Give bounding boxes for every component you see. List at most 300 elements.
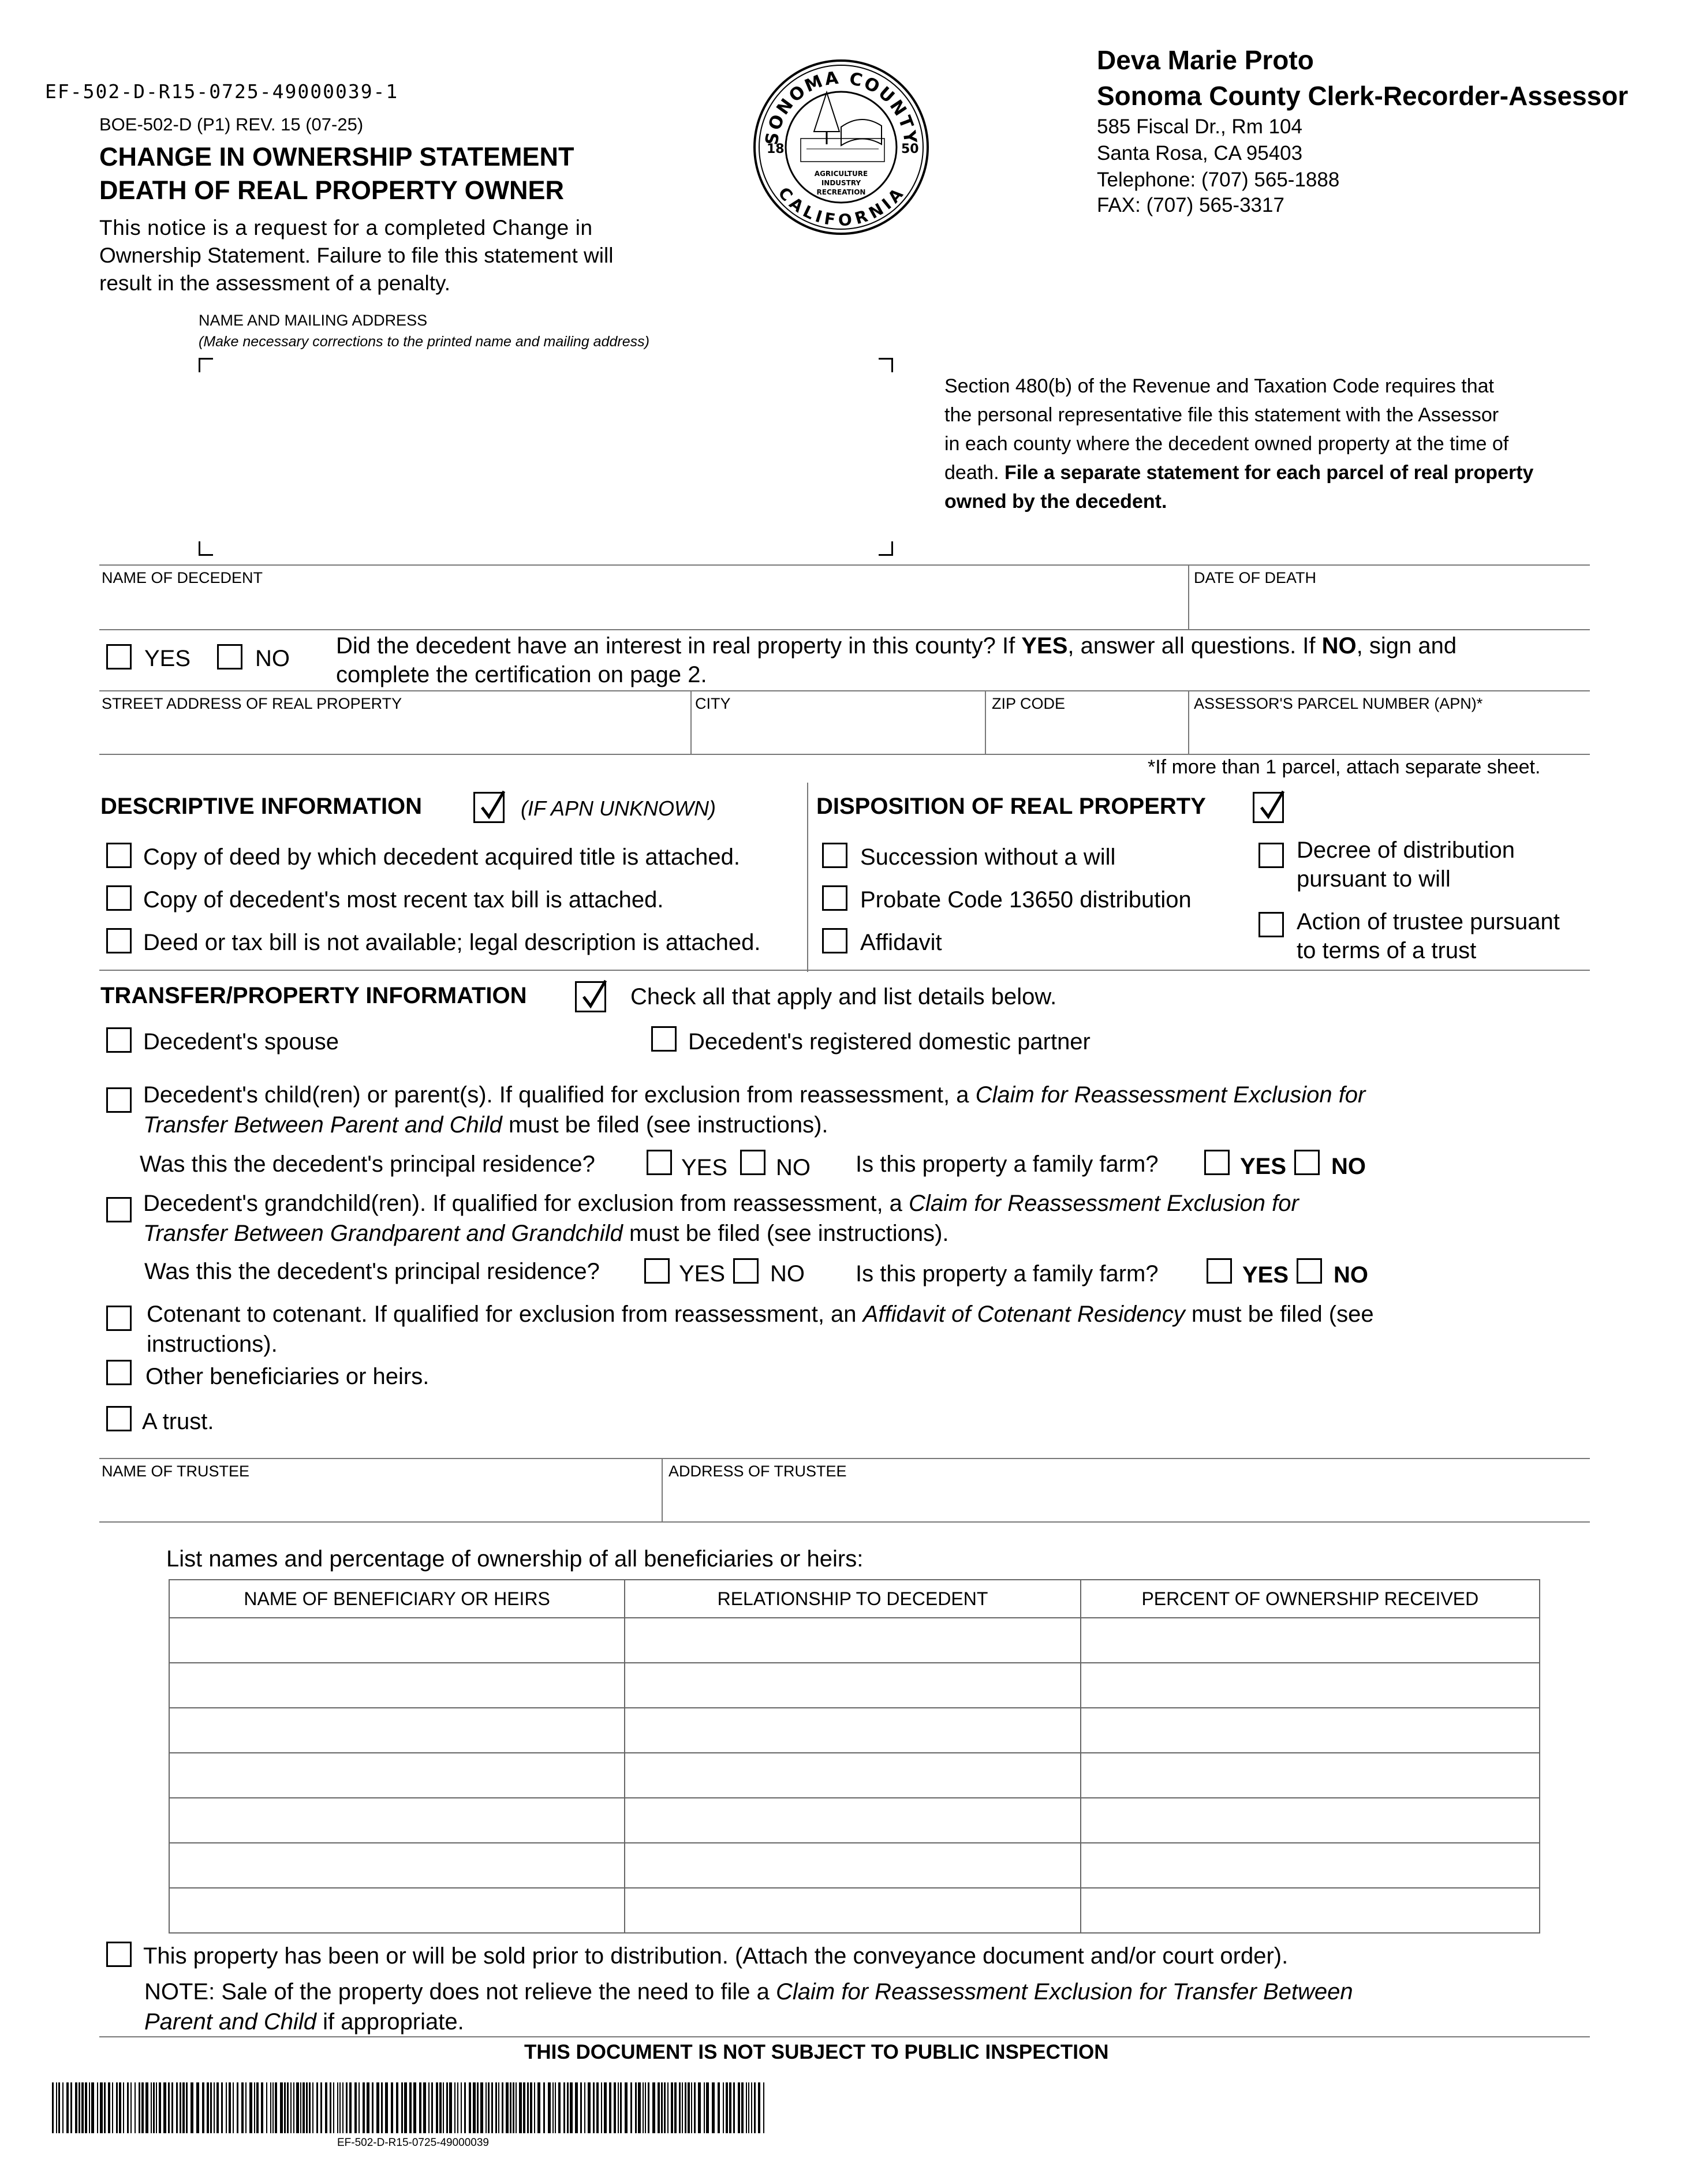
barcode-bar: [330, 2082, 331, 2133]
city-field[interactable]: [693, 713, 981, 750]
interest-question-line2: complete the certification on page 2.: [336, 662, 707, 687]
form-number: BOE-502-D (P1) REV. 15 (07-25): [99, 114, 364, 134]
other-beneficiaries-label: Other beneficiaries or heirs.: [145, 1364, 430, 1389]
barcode-bar: [625, 2082, 628, 2133]
form-title-line1: CHANGE IN OWNERSHIP STATEMENT: [99, 142, 574, 171]
svg-text:RECREATION: RECREATION: [816, 188, 866, 196]
divider: [99, 2036, 1590, 2037]
county-seal: [752, 58, 931, 237]
svg-text:18: 18: [767, 142, 785, 156]
barcode-bar: [652, 2082, 655, 2133]
section480-line3: in each county where the decedent owned property at the time of: [944, 433, 1509, 455]
beneficiary-name-cell[interactable]: [169, 1798, 625, 1843]
barcode-bar: [156, 2082, 157, 2133]
barcode-bar: [79, 2082, 80, 2133]
date-of-death-field[interactable]: [1190, 586, 1589, 627]
barcode-bar: [691, 2082, 692, 2133]
barcode-bar: [104, 2082, 106, 2133]
succession-label: Succession without a will: [860, 844, 1116, 870]
barcode-bar: [306, 2082, 308, 2133]
barcode-bar: [477, 2082, 479, 2133]
grandchild-residence-no-checkbox[interactable]: [733, 1258, 759, 1284]
barcode-bar: [191, 2082, 193, 2133]
decree-distribution-label-line2: pursuant to will: [1297, 866, 1451, 892]
barcode-bar: [473, 2082, 476, 2133]
barcode-bar: [112, 2082, 113, 2133]
barcode-bar: [216, 2082, 219, 2133]
barcode-bar: [108, 2082, 110, 2133]
beneficiary-name-cell[interactable]: [169, 1843, 625, 1888]
grandchild-checkbox[interactable]: [106, 1197, 132, 1222]
svg-text:50: 50: [901, 142, 919, 156]
grandchild-residence-yes-checkbox[interactable]: [644, 1258, 670, 1284]
grandchild-farm-yes-checkbox[interactable]: [1207, 1258, 1232, 1284]
barcode-bar: [139, 2082, 140, 2133]
barcode-bar: [266, 2082, 267, 2133]
divider: [99, 754, 1590, 755]
barcode-bar: [254, 2082, 255, 2133]
barcode-bar: [145, 2082, 148, 2133]
barcode-bar: [738, 2082, 740, 2133]
assessor-fax: FAX: (707) 565-3317: [1097, 194, 1284, 216]
barcode-bar: [100, 2082, 103, 2133]
interest-no-checkbox[interactable]: [217, 644, 242, 670]
barcode-bar: [423, 2082, 426, 2133]
column-header-name: NAME OF BENEFICIARY OR HEIRS: [169, 1580, 625, 1618]
barcode-bar: [620, 2082, 622, 2133]
barcode-bar: [333, 2082, 334, 2133]
barcode-bar: [523, 2082, 525, 2133]
barcode-bar: [446, 2082, 448, 2133]
sale-note-line1: NOTE: Sale of the property does not relieve the need to file a Claim for Reassessment Exclusion for Transfer Between: [144, 1979, 1353, 2005]
grandchild-residence-question: Was this the decedent's principal residence?: [144, 1259, 600, 1284]
street-address-field[interactable]: [99, 713, 688, 750]
barcode-bar: [159, 2082, 161, 2133]
barcode-bar: [309, 2082, 311, 2133]
divider: [662, 1459, 663, 1521]
barcode-bar: [746, 2082, 747, 2133]
percent-cell[interactable]: [1081, 1798, 1540, 1843]
barcode-bar: [513, 2082, 514, 2133]
beneficiary-name-cell[interactable]: [169, 1663, 625, 1708]
relationship-cell[interactable]: [625, 1618, 1080, 1663]
barcode-bar: [300, 2082, 301, 2133]
barcode-bar: [409, 2082, 412, 2133]
child-farm-no-checkbox[interactable]: [1294, 1150, 1320, 1175]
barcode-bar: [555, 2082, 556, 2133]
barcode-bar: [638, 2082, 641, 2133]
divider: [1188, 691, 1189, 754]
barcode-bar: [339, 2082, 341, 2133]
barcode-bar: [498, 2082, 499, 2133]
barcode-bar: [210, 2082, 212, 2133]
divider: [99, 564, 1590, 566]
document-id: EF-502-D-R15-0725-49000039-1: [45, 80, 399, 103]
column-header-percent: PERCENT OF OWNERSHIP RECEIVED: [1081, 1580, 1540, 1618]
barcode-bar: [457, 2082, 458, 2133]
barcode-bar: [431, 2082, 433, 2133]
barcode-bar: [272, 2082, 274, 2133]
barcode-bar: [163, 2082, 166, 2133]
barcode-bar: [396, 2082, 398, 2133]
barcode-bar: [601, 2082, 602, 2133]
crop-mark-top-left: [199, 358, 213, 372]
relationship-cell[interactable]: [625, 1663, 1080, 1708]
barcode-bar: [245, 2082, 247, 2133]
barcode-bar: [153, 2082, 155, 2133]
barcode-bar: [207, 2082, 209, 2133]
percent-cell[interactable]: [1081, 1843, 1540, 1888]
barcode: [52, 2082, 768, 2133]
barcode-bar: [645, 2082, 646, 2133]
crop-mark-top-right: [879, 358, 893, 372]
domestic-partner-label: Decedent's registered domestic partner: [688, 1029, 1091, 1054]
barcode-bar: [754, 2082, 756, 2133]
relationship-cell[interactable]: [625, 1843, 1080, 1888]
apn-label: ASSESSOR'S PARCEL NUMBER (APN)*: [1194, 695, 1483, 712]
child-residence-no-label: NO: [776, 1155, 811, 1180]
barcode-bar: [123, 2082, 124, 2133]
barcode-bar: [70, 2082, 72, 2133]
mailing-address-label: NAME AND MAILING ADDRESS: [199, 312, 428, 329]
descriptive-title: DESCRIPTIVE INFORMATION: [100, 794, 423, 819]
percent-cell[interactable]: [1081, 1663, 1540, 1708]
barcode-bar: [75, 2082, 77, 2133]
interest-no-label: NO: [255, 646, 290, 671]
interest-question-line1: Did the decedent have an interest in real property in this county? If YES, answer all questions. If NO, sign and: [336, 633, 1457, 659]
barcode-bar: [316, 2082, 318, 2133]
probate-code-checkbox[interactable]: [822, 885, 847, 911]
child-farm-yes-label: YES: [1240, 1154, 1287, 1179]
barcode-bar: [320, 2082, 322, 2133]
barcode-bar: [635, 2082, 637, 2133]
barcode-bar: [729, 2082, 731, 2133]
table-row: [169, 1798, 1540, 1843]
barcode-bar: [97, 2082, 98, 2133]
apn-field[interactable]: [1190, 713, 1589, 750]
deed-copy-label: Copy of deed by which decedent acquired title is attached.: [143, 844, 740, 870]
barcode-bar: [261, 2082, 263, 2133]
zip-code-field[interactable]: [987, 713, 1186, 750]
zip-code-label: ZIP CODE: [992, 695, 1066, 712]
beneficiary-name-cell[interactable]: [169, 1708, 625, 1753]
barcode-bar: [135, 2082, 136, 2133]
barcode-bar: [249, 2082, 252, 2133]
barcode-bar: [270, 2082, 271, 2133]
barcode-bar: [648, 2082, 649, 2133]
barcode-bar: [486, 2082, 487, 2133]
barcode-bar: [510, 2082, 511, 2133]
assessor-name: Deva Marie Proto: [1097, 45, 1314, 75]
trustee-action-label-line2: to terms of a trust: [1297, 938, 1477, 963]
barcode-bar: [618, 2082, 619, 2133]
svg-text:AGRICULTURE: AGRICULTURE: [814, 170, 868, 178]
tax-bill-label: Copy of decedent's most recent tax bill is attached.: [143, 887, 664, 913]
barcode-bar: [221, 2082, 223, 2133]
barcode-bar: [62, 2082, 64, 2133]
grandchild-text-line1: Decedent's grandchild(ren). If qualified for exclusion from reassessment, a Claim for Reassessment Exclusion for: [143, 1191, 1299, 1216]
barcode-bar: [570, 2082, 573, 2133]
barcode-bar: [630, 2082, 632, 2133]
descriptive-note: (IF APN UNKNOWN): [521, 796, 716, 820]
sold-prior-label: This property has been or will be sold prior to distribution. (Attach the conveyance document and/or court order).: [143, 1943, 1289, 1969]
barcode-bar: [363, 2082, 365, 2133]
interest-yes-checkbox[interactable]: [106, 644, 132, 670]
percent-cell[interactable]: [1081, 1618, 1540, 1663]
barcode-bar: [89, 2082, 90, 2133]
barcode-bar: [141, 2082, 144, 2133]
percent-cell[interactable]: [1081, 1753, 1540, 1798]
affidavit-checkbox[interactable]: [822, 928, 847, 953]
barcode-bar: [119, 2082, 121, 2133]
relationship-cell[interactable]: [625, 1753, 1080, 1798]
beneficiary-name-cell[interactable]: [169, 1888, 625, 1933]
trustee-action-checkbox[interactable]: [1258, 912, 1284, 937]
svg-text:INDUSTRY: INDUSTRY: [821, 179, 861, 187]
child-residence-question: Was this the decedent's principal residence?: [140, 1151, 595, 1177]
barcode-bar: [688, 2082, 690, 2133]
divider: [807, 783, 808, 972]
barcode-bar: [685, 2082, 686, 2133]
barcode-bar: [202, 2082, 204, 2133]
child-residence-no-checkbox[interactable]: [740, 1150, 765, 1175]
barcode-bar: [280, 2082, 283, 2133]
percent-cell[interactable]: [1081, 1888, 1540, 1933]
barcode-bar: [325, 2082, 327, 2133]
barcode-bar: [419, 2082, 421, 2133]
beneficiary-name-cell[interactable]: [169, 1753, 625, 1798]
barcode-bar: [671, 2082, 673, 2133]
barcode-bar: [233, 2082, 234, 2133]
form-title-line2: DEATH OF REAL PROPERTY OWNER: [99, 175, 565, 205]
barcode-bar: [180, 2082, 181, 2133]
assessor-phone: Telephone: (707) 565-1888: [1097, 169, 1340, 191]
barcode-bar: [91, 2082, 94, 2133]
child-residence-yes-checkbox[interactable]: [647, 1150, 672, 1175]
cotenant-text-line1: Cotenant to cotenant. If qualified for exclusion from reassessment, an Affidavit of Cotenant Residency must be filed (see: [147, 1302, 1374, 1327]
barcode-bar: [530, 2082, 532, 2133]
barcode-bar: [428, 2082, 430, 2133]
barcode-bar: [303, 2082, 305, 2133]
barcode-bar: [85, 2082, 87, 2133]
barcode-bar: [290, 2082, 292, 2133]
barcode-bar: [741, 2082, 744, 2133]
probate-code-label: Probate Code 13650 distribution: [860, 887, 1192, 913]
barcode-bar: [588, 2082, 591, 2133]
sale-note-line2: Parent and Child if appropriate.: [144, 2009, 464, 2035]
relationship-cell[interactable]: [625, 1888, 1080, 1933]
barcode-bar: [580, 2082, 582, 2133]
barcode-bar: [354, 2082, 357, 2133]
barcode-bar: [186, 2082, 188, 2133]
barcode-bar: [229, 2082, 231, 2133]
barcode-bar: [643, 2082, 644, 2133]
barcode-bar: [552, 2082, 554, 2133]
beneficiaries-intro: List names and percentage of ownership of all beneficiaries or heirs:: [166, 1546, 864, 1572]
barcode-bar: [667, 2082, 669, 2133]
relationship-cell[interactable]: [625, 1798, 1080, 1843]
trustee-name-field[interactable]: [99, 1481, 658, 1518]
barcode-bar: [130, 2082, 132, 2133]
barcode-bar: [614, 2082, 616, 2133]
barcode-bar: [704, 2082, 705, 2133]
spouse-checkbox[interactable]: [106, 1027, 132, 1053]
barcode-bar: [534, 2082, 535, 2133]
barcode-bar: [404, 2082, 407, 2133]
barcode-bar: [367, 2082, 369, 2133]
sold-prior-checkbox[interactable]: [106, 1942, 132, 1967]
barcode-bar: [584, 2082, 585, 2133]
transfer-title: TRANSFER/PROPERTY INFORMATION: [100, 983, 527, 1008]
table-row: [169, 1843, 1540, 1888]
svg-text:CALIFORNIA: CALIFORNIA: [774, 183, 908, 230]
table-row: [169, 1708, 1540, 1753]
other-beneficiaries-checkbox[interactable]: [106, 1360, 132, 1385]
barcode-bar: [718, 2082, 720, 2133]
transfer-instruction: Check all that apply and list details below.: [630, 984, 1057, 1009]
succession-checkbox[interactable]: [822, 843, 847, 868]
divider: [99, 629, 1590, 630]
table-row: [169, 1663, 1540, 1708]
legal-description-label: Deed or tax bill is not available; legal description is attached.: [143, 930, 761, 955]
child-farm-yes-checkbox[interactable]: [1204, 1150, 1230, 1175]
crop-mark-bottom-right: [879, 541, 893, 556]
decedent-name-field[interactable]: [99, 586, 1185, 627]
barcode-bar: [385, 2082, 388, 2133]
column-header-relationship: RELATIONSHIP TO DECEDENT: [625, 1580, 1080, 1618]
barcode-bar: [464, 2082, 466, 2133]
barcode-bar: [349, 2082, 352, 2133]
trustee-address-field[interactable]: [664, 1481, 1589, 1518]
section480-line2: the personal representative file this statement with the Assessor: [944, 404, 1499, 426]
barcode-bar: [763, 2082, 764, 2133]
barcode-bar: [168, 2082, 170, 2133]
penalty-notice-line3: result in the assessment of a penalty.: [99, 271, 451, 295]
barcode-bar: [679, 2082, 681, 2133]
barcode-bar: [346, 2082, 348, 2133]
cotenant-checkbox[interactable]: [106, 1306, 132, 1331]
grandchild-residence-yes-label: YES: [679, 1261, 726, 1287]
barcode-bar: [376, 2082, 379, 2133]
barcode-bar: [241, 2082, 244, 2133]
barcode-bar: [293, 2082, 294, 2133]
barcode-bar: [596, 2082, 599, 2133]
barcode-bar: [443, 2082, 444, 2133]
barcode-bar: [454, 2082, 455, 2133]
descriptive-checkmark-icon: [473, 792, 505, 823]
child-farm-question: Is this property a family farm?: [856, 1151, 1159, 1177]
barcode-bar: [81, 2082, 84, 2133]
barcode-bar: [548, 2082, 551, 2133]
barcode-bar: [358, 2082, 360, 2133]
assessor-address1: 585 Fiscal Dr., Rm 104: [1097, 115, 1302, 138]
grandchild-residence-no-label: NO: [770, 1261, 805, 1287]
apn-note: *If more than 1 parcel, attach separate sheet.: [1148, 756, 1541, 778]
barcode-bar: [182, 2082, 185, 2133]
barcode-text: EF-502-D-R15-0725-49000039: [337, 2137, 489, 2149]
barcode-bar: [56, 2082, 57, 2133]
barcode-bar: [733, 2082, 735, 2133]
barcode-bar: [537, 2082, 540, 2133]
barcode-bar: [674, 2082, 677, 2133]
grandchild-farm-question: Is this property a family farm?: [856, 1261, 1159, 1287]
barcode-bar: [658, 2082, 660, 2133]
decree-distribution-checkbox[interactable]: [1258, 843, 1284, 868]
tax-bill-checkbox[interactable]: [106, 885, 132, 911]
penalty-notice-line2: Ownership Statement. Failure to file this statement will: [99, 244, 614, 267]
barcode-bar: [52, 2082, 54, 2133]
child-parent-text-line1: Decedent's child(ren) or parent(s). If qualified for exclusion from reassessment, a Claim for Reassessment Exclusion for: [143, 1082, 1366, 1108]
trust-checkbox[interactable]: [106, 1406, 132, 1431]
grandchild-farm-no-checkbox[interactable]: [1297, 1258, 1322, 1284]
section480-line4: death. File a separate statement for each parcel of real property: [944, 462, 1534, 484]
date-of-death-label: DATE OF DEATH: [1194, 569, 1317, 586]
barcode-bar: [312, 2082, 313, 2133]
barcode-bar: [502, 2082, 503, 2133]
barcode-bar: [726, 2082, 728, 2133]
percent-cell[interactable]: [1081, 1708, 1540, 1753]
beneficiary-name-cell[interactable]: [169, 1618, 625, 1663]
barcode-bar: [758, 2082, 760, 2133]
barcode-bar: [461, 2082, 462, 2133]
trustee-address-label: ADDRESS OF TRUSTEE: [669, 1463, 847, 1480]
decree-distribution-label-line1: Decree of distribution: [1297, 837, 1515, 863]
interest-yes-label: YES: [144, 646, 191, 671]
barcode-bar: [237, 2082, 238, 2133]
barcode-bar: [593, 2082, 595, 2133]
trustee-name-label: NAME OF TRUSTEE: [102, 1463, 250, 1480]
barcode-bar: [342, 2082, 343, 2133]
barcode-bar: [381, 2082, 383, 2133]
relationship-cell[interactable]: [625, 1708, 1080, 1753]
domestic-partner-checkbox[interactable]: [651, 1026, 677, 1052]
penalty-notice-line1: This notice is a request for a completed Change in: [99, 216, 593, 240]
table-row: [169, 1753, 1540, 1798]
trustee-action-label-line1: Action of trustee pursuant: [1297, 909, 1560, 934]
barcode-bar: [527, 2082, 529, 2133]
barcode-bar: [751, 2082, 752, 2133]
barcode-bar: [176, 2082, 178, 2133]
barcode-bar: [337, 2082, 338, 2133]
barcode-bar: [491, 2082, 493, 2133]
barcode-bar: [287, 2082, 289, 2133]
disposition-checkmark-icon: [1253, 792, 1284, 823]
barcode-bar: [127, 2082, 129, 2133]
section480-line5: owned by the decedent.: [944, 491, 1167, 513]
barcode-bar: [196, 2082, 199, 2133]
assessor-address2: Santa Rosa, CA 95403: [1097, 142, 1303, 164]
child-parent-checkbox[interactable]: [106, 1087, 132, 1113]
legal-description-checkbox[interactable]: [106, 928, 132, 953]
grandchild-farm-no-label: NO: [1334, 1262, 1368, 1288]
table-header-row: [169, 1580, 1540, 1618]
barcode-bar: [401, 2082, 403, 2133]
cotenant-text-line2: instructions).: [147, 1332, 278, 1357]
barcode-bar: [436, 2082, 438, 2133]
street-address-label: STREET ADDRESS OF REAL PROPERTY: [102, 695, 402, 712]
barcode-bar: [58, 2082, 60, 2133]
public-inspection-notice: THIS DOCUMENT IS NOT SUBJECT TO PUBLIC INSPECTION: [524, 2041, 1109, 2063]
barcode-bar: [480, 2082, 483, 2133]
barcode-bar: [706, 2082, 709, 2133]
barcode-bar: [284, 2082, 286, 2133]
barcode-bar: [171, 2082, 173, 2133]
barcode-bar: [575, 2082, 578, 2133]
deed-copy-checkbox[interactable]: [106, 843, 132, 868]
divider: [985, 691, 986, 754]
barcode-bar: [723, 2082, 724, 2133]
grandchild-text-line2: Transfer Between Grandparent and Grandchild must be filed (see instructions).: [143, 1221, 949, 1246]
